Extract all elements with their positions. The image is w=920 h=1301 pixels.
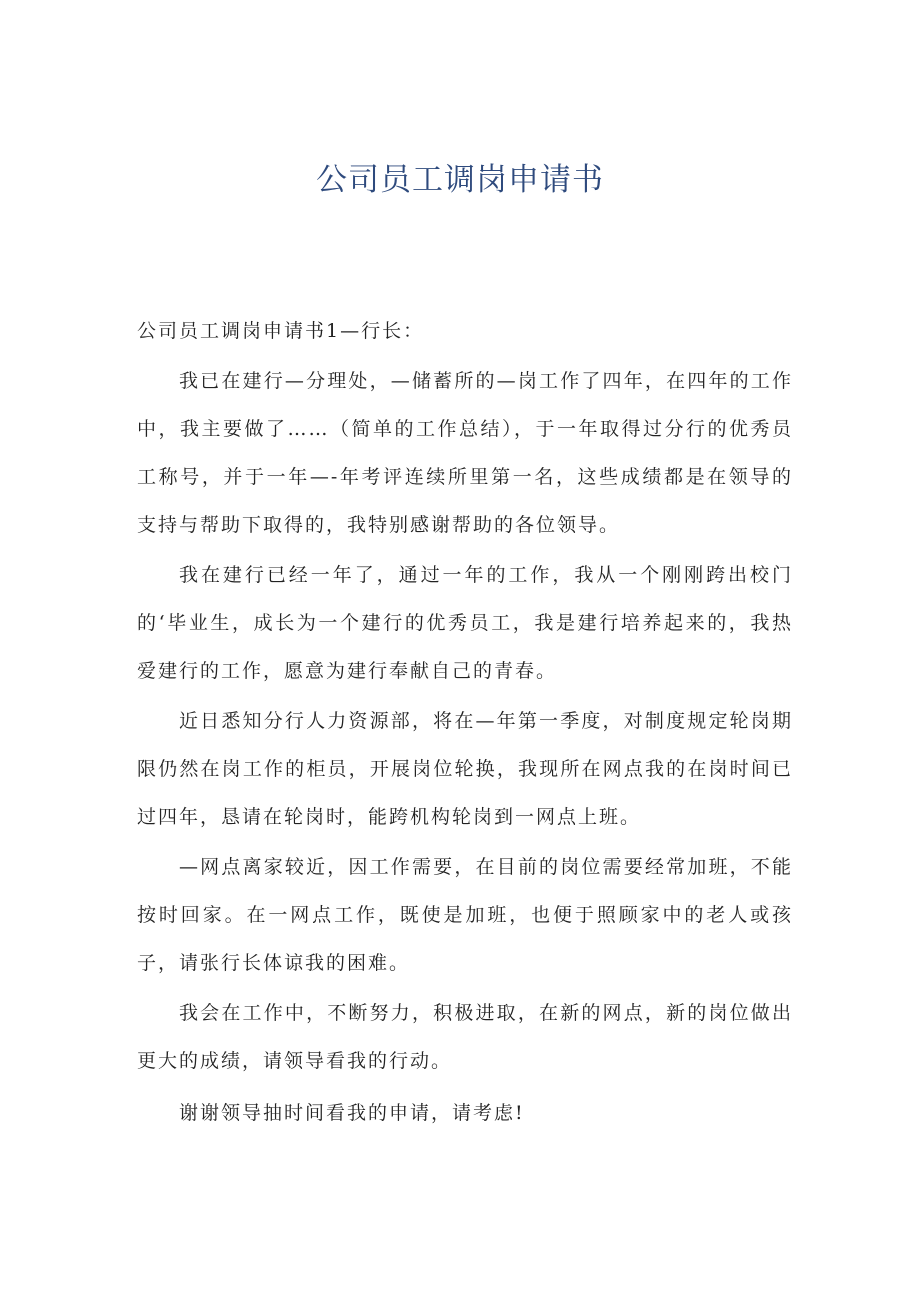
paragraph-2: 我在建行已经一年了，通过一年的工作，我从一个刚刚跨出校门的‘毕业生，成长为一个建行的优秀员工，我是建行培养起来的，我热爱建行的工作，愿意为建行奉献自己的青春。 [137, 564, 793, 682]
salutation: 公司员工调岗申请书1—行长： [137, 320, 425, 342]
document-title: 公司员工调岗申请书 [316, 162, 604, 198]
paragraph-1: 我已在建行—分理处，—储蓄所的—岗工作了四年，在四年的工作中，我主要做了……（简单的工作总结），于一年取得过分行的优秀员工称号，并于一年—-年考评连续所里第一名，这些成绩都是在领导的支持与帮助下取得的，我特别感谢帮助的各位领导。 [137, 370, 793, 536]
document-body [137, 307, 793, 1137]
paragraph-5: 我会在工作中，不断努力，积极进取，在新的网点，新的岗位做出更大的成绩，请领导看我的行动。 [137, 1002, 793, 1072]
paragraph-3: 近日悉知分行人力资源部，将在—年第一季度，对制度规定轮岗期限仍然在岗工作的柜员，开展岗位轮换，我现所在网点我的在岗时间已过四年，恳请在轮岗时，能跨机构轮岗到一网点上班。 [137, 710, 793, 828]
closing-line: 谢谢领导抽时间看我的申请，请考虑! [179, 1102, 525, 1124]
paragraph-4: —网点离家较近，因工作需要，在目前的岗位需要经常加班，不能按时回家。在一网点工作，既使是加班，也便于照顾家中的老人或孩子，请张行长体谅我的困难。 [137, 856, 793, 974]
